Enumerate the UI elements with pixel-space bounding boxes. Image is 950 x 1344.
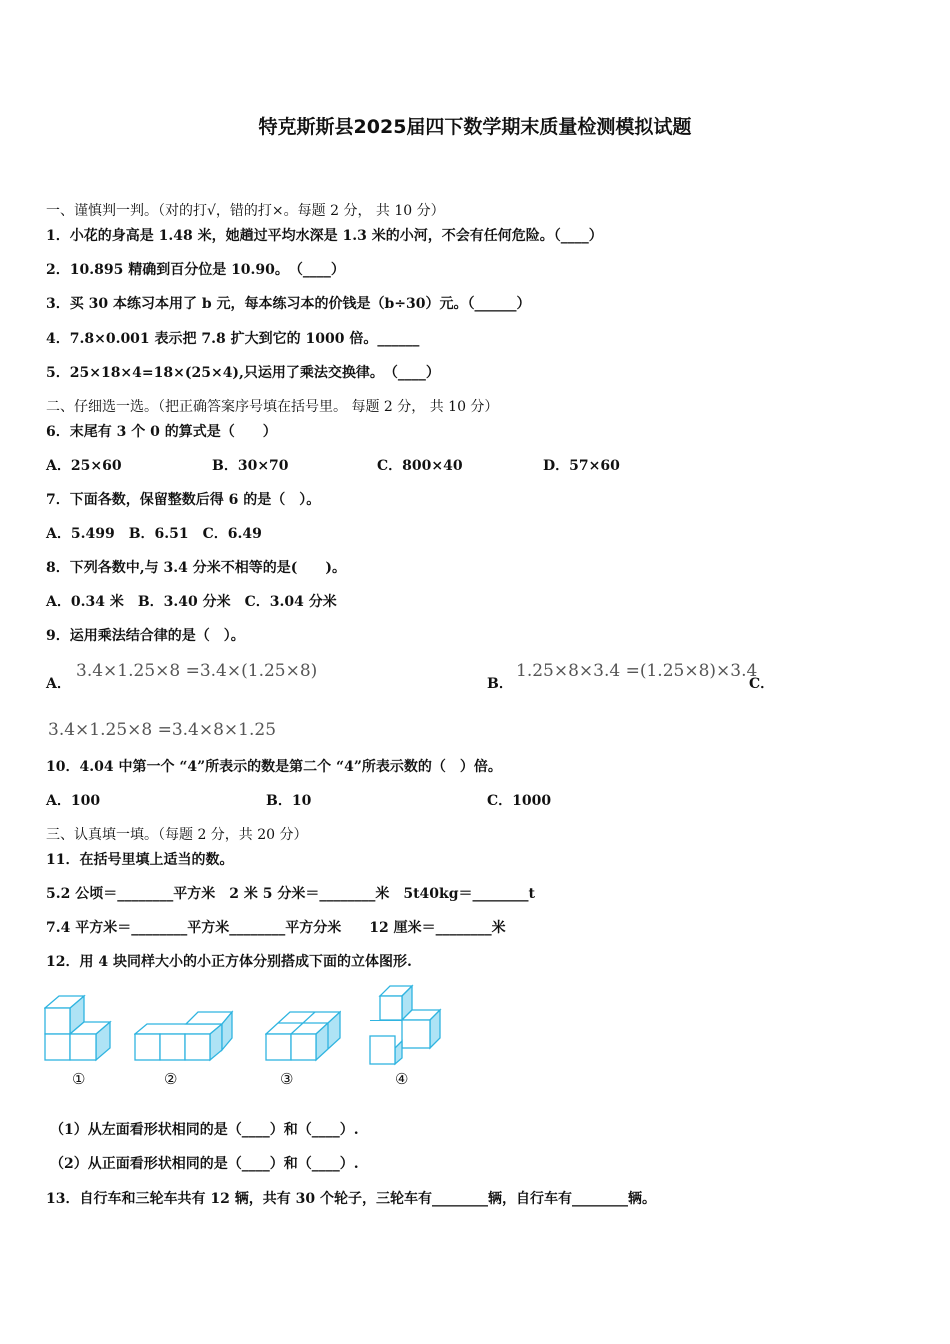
q11-line-2: 7.4 平方米＝________平方米________平方分米 12 厘米＝________米 (46, 920, 506, 936)
q7-options: A．5.499 B．6.51 C．6.49 (46, 526, 262, 542)
section-1-header: 一、谨慎判一判。（对的打√，错的打×。每题 2 分， 共 10 分） (46, 203, 445, 219)
q6-option-d: D．57×60 (543, 458, 620, 474)
q9-option-a-expression: 3.4×1.25×8 =3.4×(1.25×8) (76, 661, 318, 681)
question-6: 6．末尾有 3 个 0 的算式是（ ） (46, 424, 277, 440)
q6-option-b: B．30×70 (212, 458, 289, 474)
q9-option-b-label: B． (487, 676, 513, 692)
q9-option-c-label: C． (749, 676, 775, 692)
question-12: 12．用 4 块同样大小的小正方体分别搭成下面的立体图形. (46, 954, 412, 970)
section-3-header: 三、认真填一填。（每题 2 分，共 20 分） (46, 827, 308, 843)
question-10: 10．4.04 中第一个 “4”所表示的数是第二个 “4”所表示数的（ ）倍。 (46, 759, 502, 775)
question-2: 2．10.895 精确到百分位是 10.90。 （____） (46, 262, 345, 278)
q10-option-b: B．10 (266, 793, 312, 809)
q9-option-c-expression: 3.4×1.25×8 =3.4×8×1.25 (48, 720, 277, 740)
cube-figure-1 (44, 978, 120, 1062)
question-9: 9．运用乘法结合律的是（ ）。 (46, 628, 245, 644)
q10-option-c: C．1000 (487, 793, 552, 809)
cube-figure-4 (368, 980, 444, 1066)
figure-label-2: ② (164, 1070, 178, 1088)
figure-label-4: ④ (395, 1070, 409, 1088)
q10-option-a: A．100 (46, 793, 101, 809)
section-2-header: 二、仔细选一选。（把正确答案序号填在括号里。 每题 2 分， 共 10 分） (46, 399, 499, 415)
q8-options: A．0.34 米 B．3.40 分米 C．3.04 分米 (46, 594, 337, 610)
question-7: 7．下面各数，保留整数后得 6 的是（ ）。 (46, 492, 321, 508)
question-5: 5．25×18×4=18×(25×4),只运用了乘法交换律。 （____） (46, 365, 440, 381)
q12-part-1: （1）从左面看形状相同的是（____）和（____）. (50, 1122, 359, 1138)
q9-option-a-label: A． (46, 676, 71, 692)
q9-option-b-expression: 1.25×8×3.4 =(1.25×8)×3.4 (516, 661, 758, 681)
figure-label-3: ③ (280, 1070, 294, 1088)
q6-option-a: A．25×60 (46, 458, 122, 474)
cube-figure-2 (134, 978, 236, 1062)
figure-label-1: ① (72, 1070, 86, 1088)
q12-part-2: （2）从正面看形状相同的是（____）和（____）. (50, 1156, 359, 1172)
question-8: 8．下列各数中,与 3.4 分米不相等的是( )。 (46, 560, 346, 576)
question-1: 1．小花的身高是 1.48 米，她趟过平均水深是 1.3 米的小河，不会有任何危险。（____） (46, 228, 603, 244)
question-3: 3．买 30 本练习本用了 b 元，每本练习本的价钱是（b÷30）元。（______） (46, 296, 531, 312)
question-13: 13．自行车和三轮车共有 12 辆，共有 30 个轮子，三轮车有________辆，自行车有________辆。 (46, 1191, 656, 1207)
page-title: 特克斯斯县2025届四下数学期末质量检测模拟试题 (258, 116, 692, 138)
question-11: 11．在括号里填上适当的数。 (46, 852, 234, 868)
question-4: 4．7.8×0.001 表示把 7.8 扩大到它的 1000 倍。______ (46, 331, 420, 347)
q11-line-1: 5.2 公顷＝________平方米 2 米 5 分米＝________米 5t40kg＝________t (46, 886, 535, 902)
cube-figure-3 (265, 978, 341, 1062)
q6-option-c: C．800×40 (377, 458, 463, 474)
